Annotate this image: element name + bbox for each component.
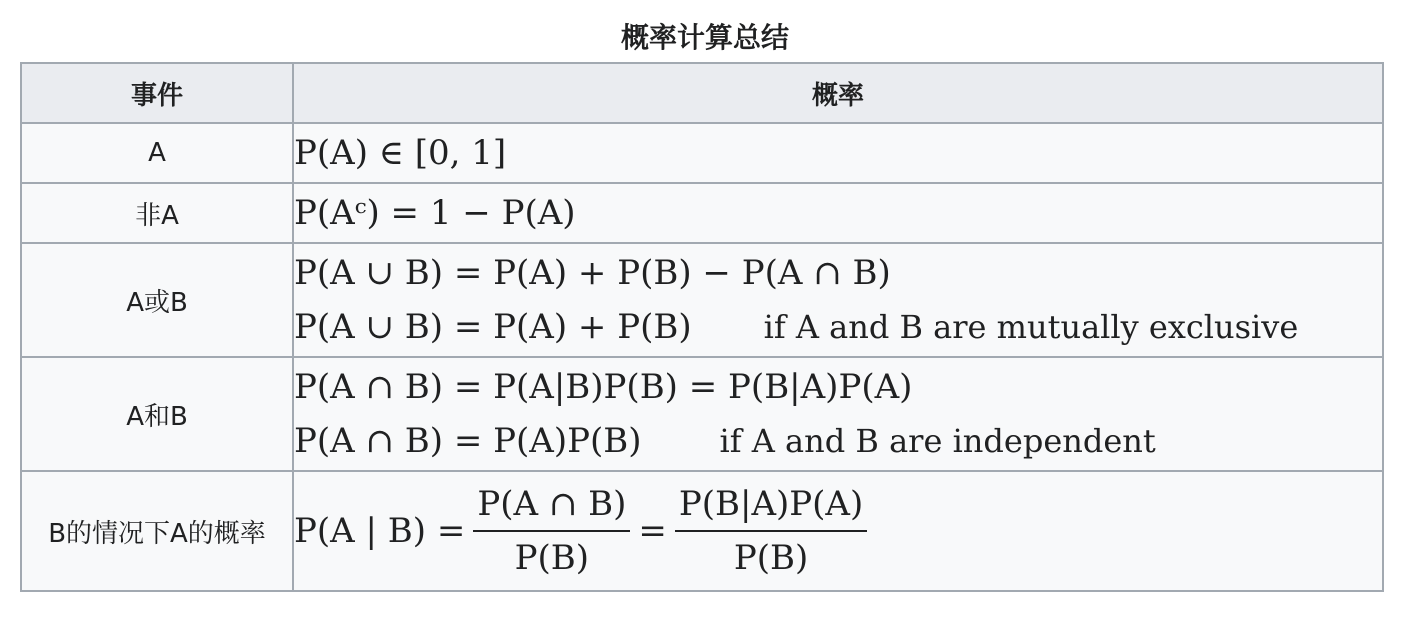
fraction-1 [473,482,630,580]
table-caption: 概率计算总结 [620,21,789,54]
fraction-denominator: P(B) [514,538,590,578]
table-row [21,183,1383,243]
event-cell: A和B [21,357,293,471]
table-row [21,357,1383,471]
conditional-probability-formula [294,482,1382,580]
table-row [21,123,1383,183]
fraction-numerator: P(B|A)P(A) [675,482,867,532]
event-cell: B的情况下A的概率 [21,471,293,591]
probability-summary-table [20,62,1384,592]
formula-text: P(A ∩ B) = P(A)P(B) [294,421,642,461]
formula-cell [293,243,1383,357]
formula-condition-note: if A and B are mutually exclusive [763,308,1299,346]
formula-lhs: P(A | B) = [294,511,466,551]
fraction-2 [675,482,867,580]
fraction-numerator: P(A ∩ B) [473,482,630,532]
formula-cell [293,183,1383,243]
formula-cell [293,357,1383,471]
formula-line: P(A ∩ B) = P(A|B)P(B) = P(B|A)P(A) [294,367,913,407]
fraction-denominator: P(B) [733,538,809,578]
header-event: 事件 [21,63,293,123]
table-row [21,471,1383,591]
formula-line [294,300,1382,354]
formula-condition-note: if A and B are independent [719,422,1156,460]
formula-line: P(Aᶜ) = 1 − P(A) [294,193,576,233]
event-cell: A [21,123,293,183]
formula-line: P(A ∪ B) = P(A) + P(B) − P(A ∩ B) [294,253,891,293]
formula-text: P(A ∪ B) = P(A) + P(B) [294,307,692,347]
formula-line [294,414,1382,468]
formula-cell [293,471,1383,591]
formula-line: P(A) ∈ [0, 1] [294,133,507,173]
equals-sign: = [638,511,667,551]
header-probability: 概率 [293,63,1383,123]
table-row [21,243,1383,357]
event-cell: 非A [21,183,293,243]
table-header-row [21,63,1383,123]
formula-cell [293,123,1383,183]
event-cell: A或B [21,243,293,357]
